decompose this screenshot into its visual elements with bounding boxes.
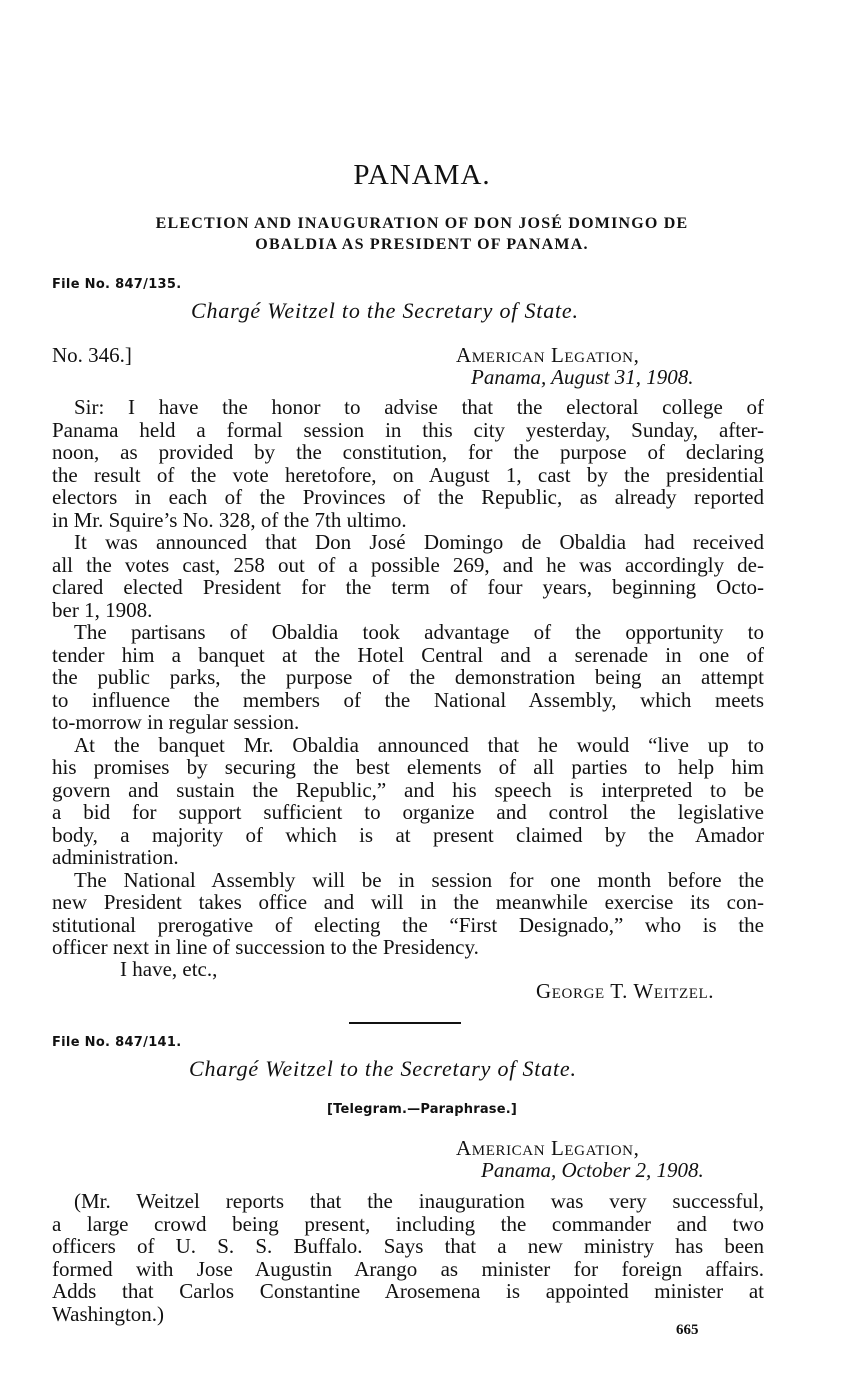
file-number-2: File No. 847/141. [52,1035,182,1050]
telegram-body: (Mr. Weitzel reports that the inauguration was very successful, a large crowd being present, including the commander and two officers of U. S. S. Buffalo. Says that a new ministry has been formed with Jose Augustin Arango as minister for foreign affairs. Adds that Carlos Constantine Arosemena is appointed minister at Washington.) [52,1189,764,1326]
telegram-note: [Telegram.—Paraphrase.] [326,1102,518,1117]
file-number-1: File No. 847/135. [52,277,182,292]
paragraph-3: The partisans of Obaldia took advantage of the opportunity to tender him a banquet at the Hotel Central and a serenade in one of the public parks, the purpose of the demonstration being an attempt to influence the members of the National Assembly, which meets to-morrow in regular session. [52,620,764,734]
section-subtitle-line-2: OBALDIA AS PRESIDENT OF PANAMA. [255,236,589,253]
place-date-1: Panama, August 31, 1908. [471,365,694,389]
dispatch-number: No. 346.] [52,343,132,367]
letter-body-1 [52,396,764,959]
letter-heading-2: Chargé Weitzel to the Secretary of State. [189,1056,577,1081]
section-subtitle-line-1: ELECTION AND INAUGURATION OF DON JOSÉ DOMINGO DE [155,215,689,232]
section-divider [349,1022,461,1024]
page-title: PANAMA. [353,159,491,191]
closing-salutation: I have, etc., [120,957,218,981]
paragraph-1: Sir: I have the honor to advise that the electoral college of Panama held a formal session in this city yesterday, Sunday, after- noon, as provided by the constitution, for the purpose of declaring the result of the vote heretofore, on August 1, cast by the presidential electors in each of the Provinces of the Republic, as already reported in Mr. Squire’s No. 328, of the 7th ultimo. [52,395,764,532]
legation-address-2: American Legation, [456,1136,640,1160]
legation-address-1: American Legation, [456,343,640,367]
letter-heading-1: Chargé Weitzel to the Secretary of State. [191,298,579,323]
paragraph-4: At the banquet Mr. Obaldia announced that he would “live up to his promises by securing the best elements of all parties to help him govern and sustain the Republic,” and his speech is interpreted to be a bid for support sufficient to organize and control the legislative body, a majority of which is at present claimed by the Amador administration. [52,732,764,869]
page-number: 665 [676,1322,699,1338]
place-date-2: Panama, October 2, 1908. [481,1158,704,1182]
paragraph-2: It was announced that Don José Domingo de Obaldia had received all the votes cast, 258 out of a possible 269, and he was accordingly de- clared elected President for the term of four years, beginning Octo- ber 1, 1908. [52,530,764,622]
signature: George T. Weitzel. [536,979,715,1003]
paragraph-5: The National Assembly will be in session for one month before the new President takes office and will in the meanwhile exercise its con- stitutional prerogative of electing the “First Designado,” who is the officer next in line of succession to the Presidency. [52,867,764,959]
